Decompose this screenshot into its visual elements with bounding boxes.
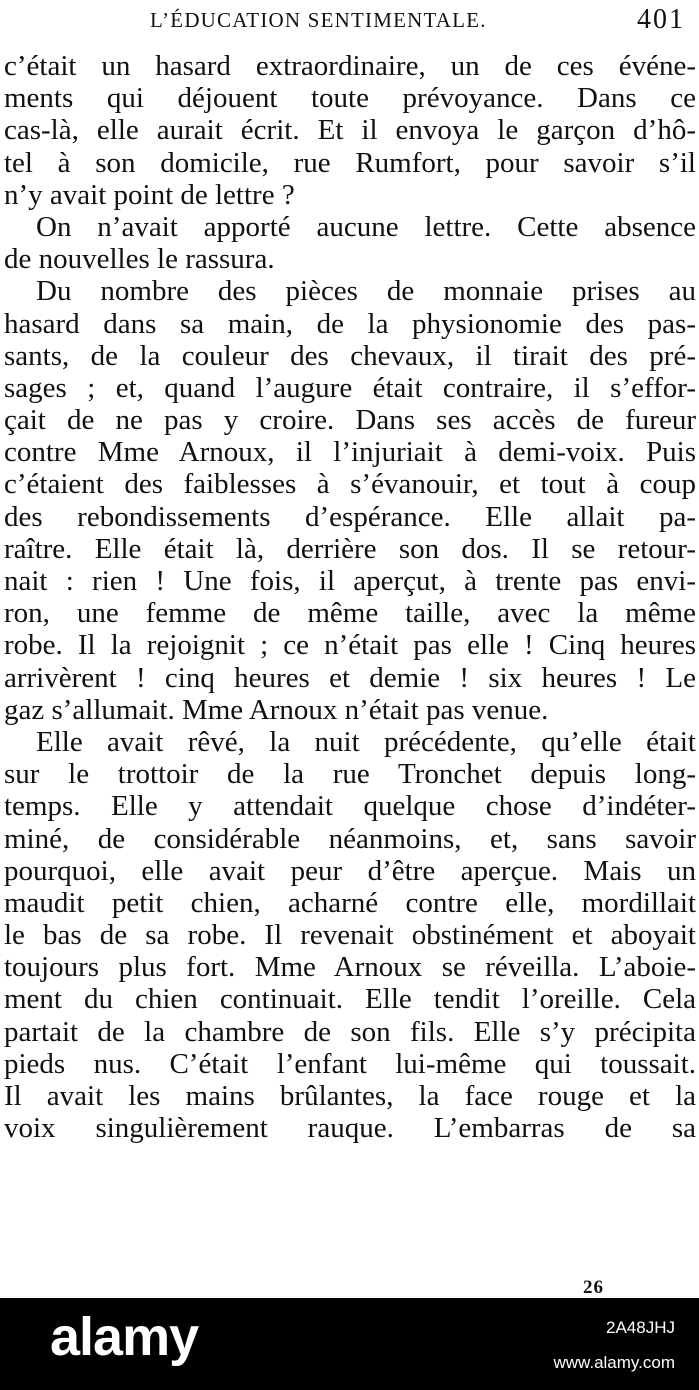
- stock-url: www.alamy.com: [553, 1353, 675, 1372]
- text-line: n’y avait point de lettre ?: [4, 178, 295, 211]
- text-line: le bas de sa robe. Il revenait obstinément et aboyait: [4, 919, 696, 952]
- text-line: maudit petit chien, acharné contre elle, mordillait: [4, 886, 696, 919]
- text-line: ments qui déjouent toute prévoyance. Dans ce: [4, 82, 696, 115]
- alamy-logo: alamy: [50, 1307, 199, 1367]
- text-line: contre Mme Arnoux, il l’injuriait à demi-voix. Puis: [4, 436, 696, 469]
- paragraph-start-line: Du nombre des pièces de monnaie prises au: [36, 275, 696, 308]
- stock-watermark-bar: [0, 1298, 699, 1390]
- text-line: toujours plus fort. Mme Arnoux se réveilla. L’aboie-: [4, 951, 696, 984]
- text-line: cas-là, elle aurait écrit. Et il envoya le garçon d’hô-: [4, 114, 696, 147]
- text-line: Il avait les mains brûlantes, la face rouge et la: [4, 1080, 696, 1112]
- text-line: c’était un hasard extraordinaire, un de ces événe-: [4, 50, 696, 82]
- text-line: sages ; et, quand l’augure était contraire, il s’effor-: [4, 371, 696, 404]
- image-code: 2A48JHJ: [606, 1318, 675, 1337]
- text-line: hasard dans sa main, de la physionomie des pas-: [4, 307, 696, 340]
- text-line: sur le trottoir de la rue Tronchet depuis long-: [4, 758, 696, 791]
- text-line: pourquoi, elle avait peur d’être aperçue. Mais un: [4, 854, 696, 887]
- text-line: pieds nus. C’était l’enfant lui-même qui toussait.: [4, 1047, 696, 1080]
- paragraph-start-line: Elle avait rêvé, la nuit précédente, qu’elle était: [36, 725, 696, 758]
- text-line: raître. Elle était là, derrière son dos. Il se retour-: [4, 532, 696, 565]
- paragraph-start-line: On n’avait apporté aucune lettre. Cette absence: [36, 210, 696, 243]
- text-line: robe. Il la rejoignit ; ce n’était pas elle ! Cinq heures: [4, 629, 696, 662]
- text-line: nait : rien ! Une fois, il aperçut, à trente pas envi-: [4, 565, 696, 597]
- body-text: [4, 50, 696, 1144]
- text-line: tel à son domicile, rue Rumfort, pour savoir s’il: [4, 146, 696, 179]
- text-line: sants, de la couleur des chevaux, il tirait des pré-: [4, 339, 696, 372]
- page-number: 401: [637, 4, 685, 35]
- text-line: des rebondissements d’espérance. Elle allait pa-: [4, 500, 696, 533]
- text-line: temps. Elle y attendait quelque chose d’indéter-: [4, 790, 696, 823]
- text-line: partait de la chambre de son fils. Elle s’y précipita: [4, 1015, 696, 1048]
- running-title: L’ÉDUCATION SENTIMENTALE.: [150, 8, 487, 32]
- running-head: [0, 6, 699, 38]
- text-line: miné, de considérable néanmoins, et, sans savoir: [4, 822, 696, 855]
- text-line: de nouvelles le rassura.: [4, 243, 275, 276]
- text-line: gaz s’allumait. Mme Arnoux n’était pas venue.: [4, 693, 549, 726]
- text-line: ment du chien continuait. Elle tendit l’oreille. Cela: [4, 983, 696, 1016]
- signature-mark: 26: [583, 1277, 604, 1298]
- text-line: çait de ne pas y croire. Dans ses accès de fureur: [4, 404, 696, 437]
- text-line: ron, une femme de même taille, avec la même: [4, 597, 696, 630]
- text-line: voix singulièrement rauque. L’embarras de sa: [4, 1112, 696, 1145]
- text-line: c’étaient des faiblesses à s’évanouir, et tout à coup: [4, 468, 696, 501]
- text-line: arrivèrent ! cinq heures et demie ! six heures ! Le: [4, 661, 696, 694]
